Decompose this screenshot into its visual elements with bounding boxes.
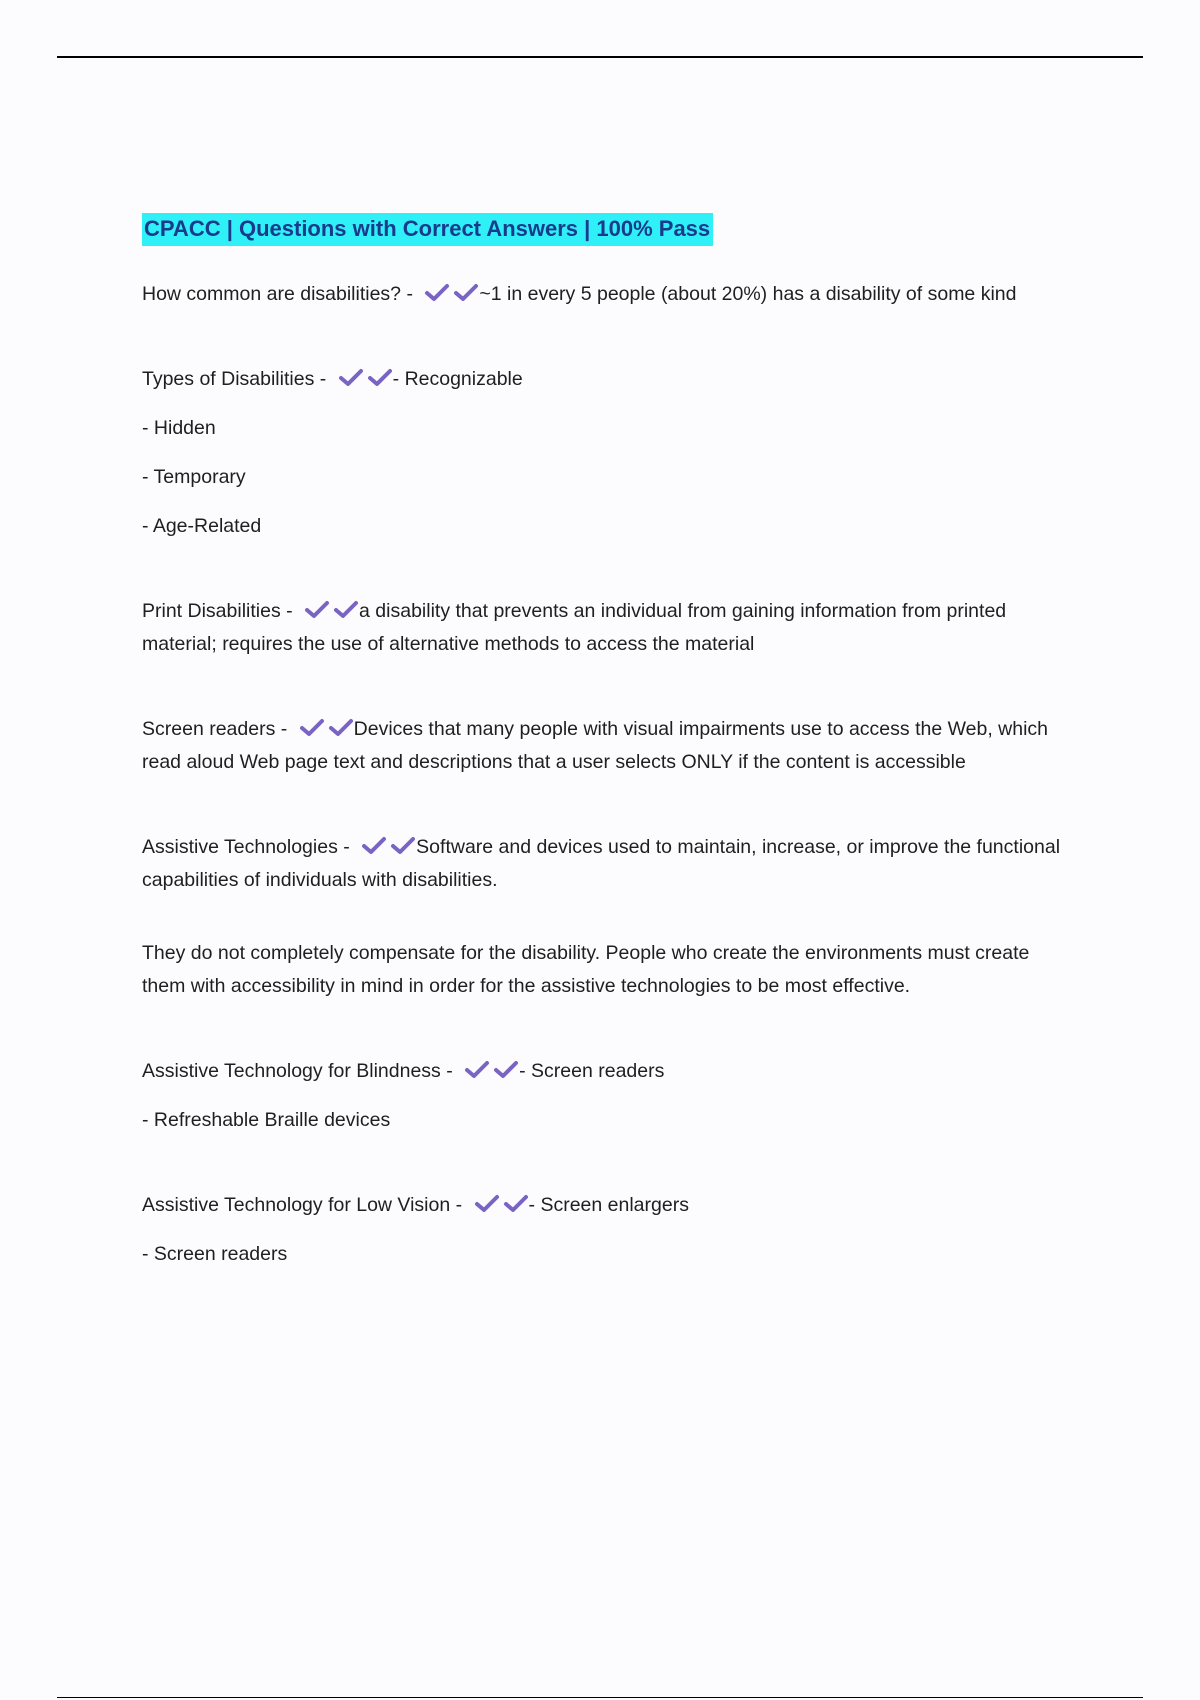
list-item: - Refreshable Braille devices bbox=[142, 1109, 391, 1131]
check-icon bbox=[503, 1194, 529, 1214]
qa-entry bbox=[142, 713, 1062, 779]
qa-entry bbox=[142, 831, 1062, 897]
check-icon bbox=[493, 1060, 519, 1080]
check-icon bbox=[474, 1194, 500, 1214]
check-icon bbox=[390, 836, 416, 856]
list-item: - Age-Related bbox=[142, 515, 262, 537]
check-icon bbox=[361, 836, 387, 856]
answer-text: Devices that many people with visual impairments use to access the Web, which read aloud Web page text and descriptions that a user selects ONLY if the content is accessible bbox=[142, 718, 1049, 773]
question-term: Assistive Technology for Low Vision - bbox=[142, 1194, 468, 1216]
question-term: Types of Disabilities - bbox=[142, 368, 332, 390]
footer-rule bbox=[57, 1697, 1143, 1698]
paragraph: They do not completely compensate for the disability. People who create the environments must create them with accessibility in mind in order for the assistive technologies to be most effective. bbox=[142, 942, 1030, 997]
check-icon bbox=[453, 283, 479, 303]
question-term: Assistive Technologies - bbox=[142, 836, 356, 858]
list-item: - Hidden bbox=[142, 417, 216, 439]
list-item: - Temporary bbox=[142, 466, 246, 488]
answer-text: ~1 in every 5 people (about 20%) has a disability of some kind bbox=[479, 283, 1017, 305]
check-icon bbox=[338, 368, 364, 388]
answer-text: - Screen enlargers bbox=[528, 1194, 689, 1216]
check-icon bbox=[299, 718, 325, 738]
check-icon bbox=[333, 600, 359, 620]
check-icon bbox=[424, 283, 450, 303]
check-icon bbox=[328, 718, 354, 738]
check-icon bbox=[367, 368, 393, 388]
header-rule bbox=[57, 56, 1143, 58]
question-term: How common are disabilities? - bbox=[142, 283, 419, 305]
question-term: Assistive Technology for Blindness - bbox=[142, 1060, 459, 1082]
qa-entry bbox=[142, 278, 1062, 311]
qa-entry bbox=[142, 363, 1062, 396]
check-icon bbox=[464, 1060, 490, 1080]
document-title: CPACC | Questions with Correct Answers | 100% Pass bbox=[142, 213, 713, 246]
question-term: Print Disabilities - bbox=[142, 600, 299, 622]
answer-text: a disability that prevents an individual from gaining information from printed material; requires the use of alternative methods to access the material bbox=[142, 600, 1007, 655]
qa-entry bbox=[142, 595, 1062, 661]
question-term: Screen readers - bbox=[142, 718, 293, 740]
answer-text: - Screen readers bbox=[519, 1060, 665, 1082]
answer-text: Software and devices used to maintain, increase, or improve the functional capabilities of individuals with disabilities. bbox=[142, 836, 1061, 891]
document-body bbox=[142, 213, 1062, 1271]
list-item: - Screen readers bbox=[142, 1243, 288, 1265]
qa-entry bbox=[142, 1189, 1062, 1222]
check-icon bbox=[304, 600, 330, 620]
answer-text: - Recognizable bbox=[392, 368, 523, 390]
qa-entry bbox=[142, 1055, 1062, 1088]
